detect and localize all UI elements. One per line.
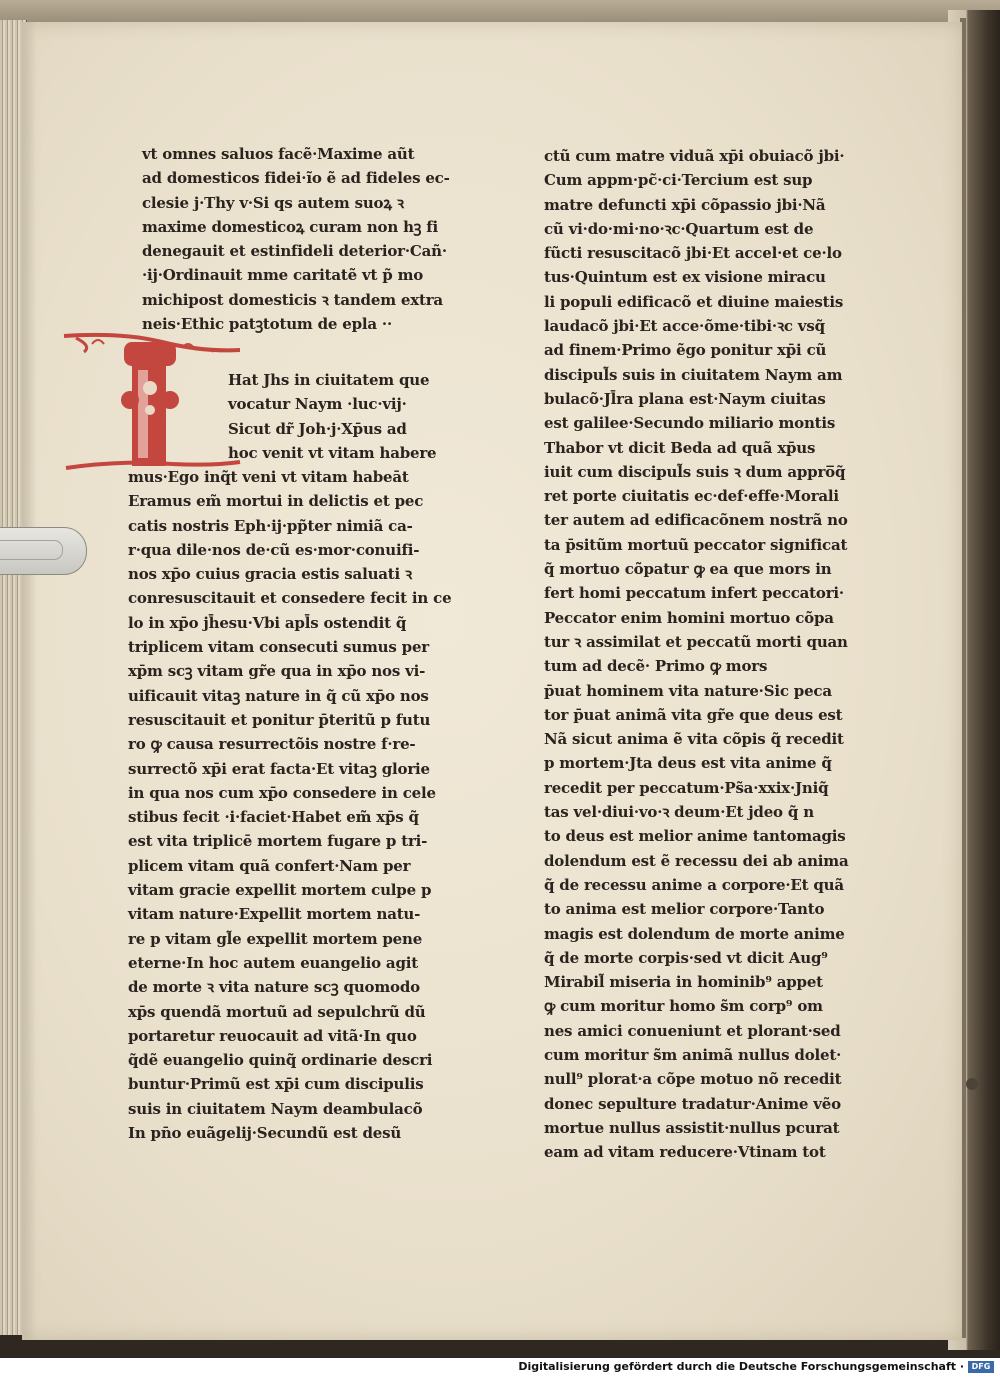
text-line: resuscitauit et ponitur p̄teritũ p futu bbox=[128, 710, 431, 729]
text-line: tas vel·diui·vo·ꝛ deum·Et jdeo q̃ n bbox=[544, 803, 814, 822]
text-line: q̃ mortuo cõpatur ꝙ ea que mors in bbox=[544, 560, 832, 579]
text-line: eam ad vitam reducere·Vtinam tot bbox=[544, 1143, 826, 1162]
text-line: plicem vitam quã confert·Nam per bbox=[128, 856, 411, 875]
text-line: magis est dolendum de morte anime bbox=[544, 924, 845, 943]
text-line: xp̄m scꝫ vitam gr̃e qua in xp̄o nos vi- bbox=[128, 662, 426, 681]
text-line: buntur·Primũ est xp̄i cum discipulis bbox=[128, 1075, 424, 1094]
text-line: donec sepulture tradatur·Anime vẽo bbox=[544, 1094, 841, 1113]
text-line: portaretur reuocauit ad vitã·In quo bbox=[128, 1026, 417, 1045]
text-line: xp̄s quendã mortuũ ad sepulchrũ dũ bbox=[128, 1002, 426, 1021]
text-line: tum ad decẽ· Primo ꝙ mors bbox=[544, 657, 768, 676]
text-line: vt omnes saluos facẽ·Maxime aũt bbox=[142, 145, 415, 163]
footer-bar bbox=[0, 1358, 1000, 1377]
text-line: est vita triplicē mortem fugare p tri- bbox=[128, 832, 428, 851]
text-line: ro ꝙ causa resurrectõis nostre f·re- bbox=[128, 735, 416, 754]
text-line: iuit cum discipul̃s suis ꝛ dum appro̅q̃ bbox=[544, 462, 846, 481]
text-line: q̃ de morte corpis·sed vt dicit Aug⁹ bbox=[544, 948, 828, 967]
text-line: p̄uat hominem vita nature·Sic peca bbox=[544, 681, 832, 700]
text-line: vitam nature·Expellit mortem natu- bbox=[128, 905, 421, 924]
text-line: tus·Quintum est ex visione miracu bbox=[544, 268, 826, 287]
text-line: denegauit et estinfideli deterior·Cañ· bbox=[142, 242, 447, 261]
text-line: vitam gracie expellit mortem culpe p bbox=[128, 881, 432, 900]
text-line: nos xp̄o cuius gracia estis saluati ꝛ bbox=[128, 565, 412, 584]
text-line: michipost domesticis ꝛ tandem extra bbox=[142, 290, 443, 309]
text-line: laudacõ jbi·Et acce·õme·tibi·ꝛc vsq̃ bbox=[544, 317, 825, 336]
stain-mark bbox=[966, 1078, 978, 1090]
page-clip bbox=[0, 527, 87, 575]
text-line: mortue nullus assistit·nullus pcurat bbox=[544, 1118, 840, 1137]
text-line: ad domesticos fidei·ĩo ẽ ad fideles ec- bbox=[142, 169, 450, 188]
text-line: Eramus em̃ mortui in delictis et pec bbox=[128, 492, 424, 511]
text-line: Cum appm·pc̃·ci·Tercium est sup bbox=[544, 171, 813, 190]
text-line: stibus fecit ·i·faciet·Habet em̃ xp̄s q̃ bbox=[128, 808, 419, 827]
text-line: ·ij·Ordinauit mme caritatẽ vt p̃ mo bbox=[142, 266, 424, 285]
text-line: ad finem·Primo ẽgo ponitur xp̄i cũ bbox=[544, 341, 827, 360]
left-column-beside-initial bbox=[228, 368, 460, 465]
text-line: triplicem vitam consecuti sumus per bbox=[128, 638, 429, 657]
text-line: lo in xp̄o jh̄esu·Vbi apl̄s ostendit q̃ bbox=[128, 613, 407, 632]
text-line: hoc venit vt vitam habere bbox=[228, 443, 437, 462]
text-line: mus·Ego inq̃t veni vt vitam habeāt bbox=[128, 468, 409, 486]
text-line: q̃dẽ euangelio quinq̃ ordinarie descri bbox=[128, 1051, 433, 1070]
text-line: to anima est melior corpore·Tanto bbox=[544, 900, 825, 919]
text-line: In pn̄o euãgelij·Secundũ est desũ bbox=[128, 1124, 402, 1143]
text-line: p mortem·Jta deus est vita anime q̃ bbox=[544, 754, 832, 773]
text-line: eterne·In hoc autem euangelio agit bbox=[128, 953, 418, 972]
text-line: Sicut dr̃ Joh·j·Xp̄us ad bbox=[228, 419, 407, 438]
text-line: surrectõ xp̄i erat facta·Et vitaꝫ glorie bbox=[128, 759, 430, 778]
text-line: fũcti resuscitacõ jbi·Et accel·et ce·lo bbox=[544, 244, 842, 263]
right-column bbox=[544, 144, 854, 1164]
text-line: Thabor vt dicit Beda ad quã xp̄us bbox=[544, 438, 816, 457]
text-line: cũ vi·do·mi·no·ꝛc·Quartum est de bbox=[544, 219, 814, 238]
left-column-top bbox=[142, 142, 460, 336]
page-gutter bbox=[22, 22, 36, 1340]
left-column-rest bbox=[128, 465, 460, 1145]
text-line: suis in ciuitatem Naym deambulacõ bbox=[128, 1099, 423, 1118]
text-line: catis nostris Eph·ij·pp̃ter nimiã ca- bbox=[128, 516, 413, 535]
text-line: est galilee·Secundo miliario montis bbox=[544, 414, 836, 433]
text-line: maxime domesticoꝝ curam non hꝫ fi bbox=[142, 217, 439, 236]
text-line: null⁹ plorat·a cõpe motuo nõ recedit bbox=[544, 1070, 842, 1089]
dfg-logo: DFG bbox=[968, 1361, 994, 1373]
text-line: to deus est melior anime tantomagis bbox=[544, 827, 846, 846]
text-line: tur ꝛ assimilat et peccatũ morti quan bbox=[544, 632, 848, 651]
text-line: li populi edificacõ et diuine maiestis bbox=[544, 292, 844, 311]
text-line: Mirabil̃ miseria in hominib⁹ appet bbox=[544, 973, 823, 992]
text-line: ret porte ciuitatis ec·def·effe·Morali bbox=[544, 487, 839, 506]
text-line: uificauit vitaꝫ nature in q̃ cũ xp̄o nos bbox=[128, 686, 429, 705]
text-line: de morte ꝛ vita nature scꝫ quomodo bbox=[128, 978, 420, 997]
text-line: tor p̄uat animã vita gr̃e que deus est bbox=[544, 705, 843, 724]
text-line: Peccator enim homini mortuo cõpa bbox=[544, 608, 834, 627]
text-line: clesie j·Thy v·Si qs autem suoꝝ ꝛ bbox=[142, 193, 404, 212]
text-line: q̃ de recessu anime a corpore·Et quã bbox=[544, 875, 844, 894]
text-line: r·qua dile·nos de·cũ es·mor·conuifi- bbox=[128, 540, 420, 559]
text-line: neis·Ethic patꝫtotum de epla ·· bbox=[142, 315, 392, 334]
funding-credit: Digitalisierung gefördert durch die Deutsche Forschungsgemeinschaft · bbox=[518, 1360, 964, 1373]
text-line: matre defuncti xp̄i cõpassio jbi·Nã bbox=[544, 195, 826, 214]
text-line: vocatur Naym ·luc·vij· bbox=[228, 395, 407, 414]
text-line: in qua nos cum xp̄o consedere in cele bbox=[128, 783, 436, 802]
text-line: ctũ cum matre viduã xp̄i obuiacõ jbi· bbox=[544, 147, 845, 165]
decorated-initial bbox=[62, 330, 242, 470]
text-line: Nã sicut anima ẽ vita cõpis q̃ recedit bbox=[544, 730, 844, 749]
text-line: cum moritur s̃m animã nullus dolet· bbox=[544, 1045, 842, 1064]
text-line: bulacõ·Jl̄ra plana est·Naym ciuitas bbox=[544, 389, 826, 408]
text-line: ꝙ cum moritur homo s̃m corp⁹ om bbox=[544, 997, 823, 1016]
text-line: re p vitam gl̃e expellit mortem pene bbox=[128, 929, 423, 948]
text-line: ter autem ad edificacõnem nostrã no bbox=[544, 511, 848, 530]
text-line: recedit per peccatum·Ps̃a·xxix·Jniq̃ bbox=[544, 778, 829, 797]
text-line: fert homi peccatum infert peccatori· bbox=[544, 584, 844, 603]
text-line: ta p̄sitũm mortuũ peccator significat bbox=[544, 535, 848, 554]
text-line: discipul̃s suis in ciuitatem Naym am bbox=[544, 365, 843, 384]
text-line: Hat Jhs in ciuitatem que bbox=[228, 371, 430, 389]
text-line: conresuscitauit et consedere fecit in ce bbox=[128, 589, 452, 608]
text-line: nes amici conueniunt et plorant·sed bbox=[544, 1021, 841, 1040]
text-line: dolendum est ẽ recessu dei ab anima bbox=[544, 851, 849, 870]
